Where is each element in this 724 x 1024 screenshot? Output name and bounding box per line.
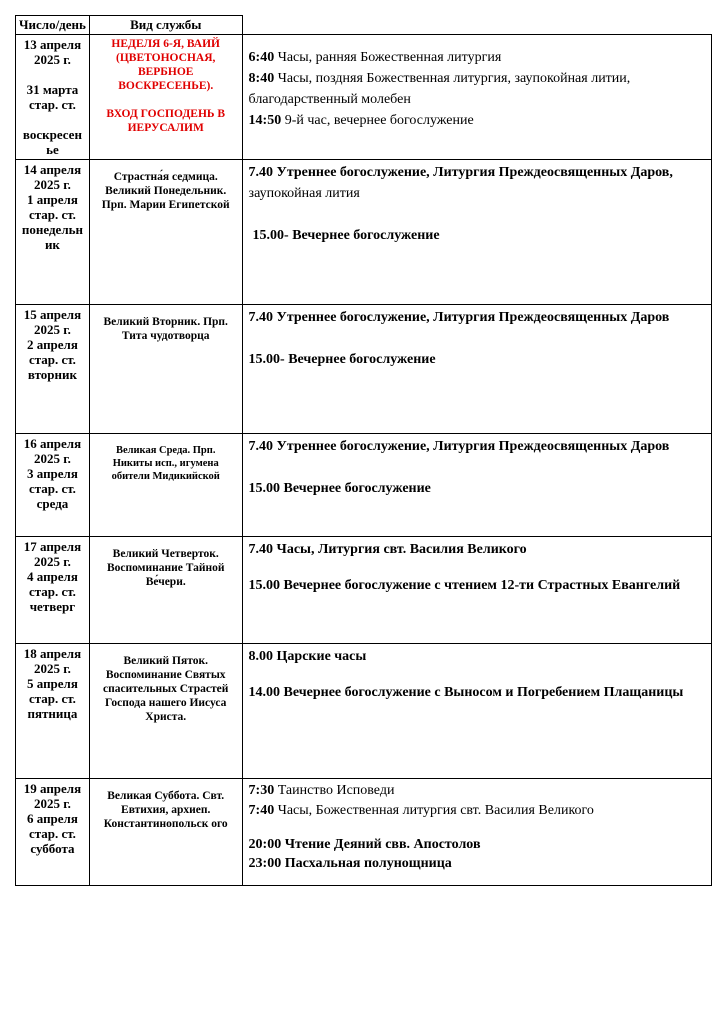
- table-row: [16, 305, 712, 434]
- service-cell: Великая Среда. Прп. Никиты исп., игумена обители Мидикийской: [89, 434, 242, 537]
- table-row: [16, 537, 712, 644]
- service-cell: Великий Пяток. Воспоминание Святых спасительных Страстей Господа нашего Иисуса Христа.: [89, 644, 242, 779]
- service-cell: НЕДЕЛЯ 6-Я, ВАИЙ (ЦВЕТОНОСНАЯ, ВЕРБНОЕ ВОСКРЕСЕНЬЕ). ВХОД ГОСПОДЕНЬ В ИЕРУСАЛИМ: [89, 35, 242, 160]
- service-cell: Великая Суббота. Свт. Евтихия, архиеп. Константинопольск ого: [89, 779, 242, 886]
- date-cell: 13 апреля 2025 г. 31 марта стар. ст. воскресен ье: [16, 35, 90, 160]
- date-cell: 18 апреля 2025 г. 5 апреля стар. ст. пятница: [16, 644, 90, 779]
- schedule-sheet: [15, 15, 712, 886]
- header-service: Вид службы: [89, 16, 242, 35]
- schedule-cell: 7.40 Утреннее богослужение, Литургия Преждеосвященных Даров 15.00- Вечернее богослужение: [242, 305, 711, 434]
- schedule-cell: 7:30 Таинство Исповеди 7:40 Часы, Божественная литургия свт. Василия Великого 20:00 Чтение Деяний свв. Апостолов 23:00 Пасхальная полунощница: [242, 779, 711, 886]
- date-cell: 17 апреля 2025 г. 4 апреля стар. ст. четверг: [16, 537, 90, 644]
- table-row: [16, 434, 712, 537]
- schedule-cell: 6:40 Часы, ранняя Божественная литургия 8:40 Часы, поздняя Божественная литургия, заупокойная литии, благодарственный молебен 14:50 9-й час, вечернее богослужение: [242, 35, 711, 160]
- schedule-cell: 7.40 Утреннее богослужение, Литургия Преждеосвященных Даров, заупокойная лития 15.00- Вечернее богослужение: [242, 160, 711, 305]
- table-row: [16, 160, 712, 305]
- date-cell: 16 апреля 2025 г. 3 апреля стар. ст. среда: [16, 434, 90, 537]
- date-cell: 19 апреля 2025 г. 6 апреля стар. ст. суббота: [16, 779, 90, 886]
- service-cell: Великий Четверток. Воспоминание Тайной Ве́чери.: [89, 537, 242, 644]
- header-blank: [242, 16, 711, 35]
- header-row: [16, 16, 712, 35]
- service-cell: Великий Вторник. Прп. Тита чудотворца: [89, 305, 242, 434]
- table-row: [16, 644, 712, 779]
- schedule-cell: 8.00 Царские часы 14.00 Вечернее богослужение с Выносом и Погребением Плащаницы: [242, 644, 711, 779]
- schedule-cell: 7.40 Часы, Литургия свт. Василия Великого 15.00 Вечернее богослужение с чтением 12-ти Страстных Евангелий: [242, 537, 711, 644]
- service-cell: Страстна́я седмица. Великий Понедельник. Прп. Марии Египетской: [89, 160, 242, 305]
- table-row: [16, 35, 712, 160]
- schedule-table: [15, 15, 712, 886]
- schedule-cell: 7.40 Утреннее богослужение, Литургия Преждеосвященных Даров 15.00 Вечернее богослужение: [242, 434, 711, 537]
- date-cell: 15 апреля 2025 г. 2 апреля стар. ст. вторник: [16, 305, 90, 434]
- table-row: [16, 779, 712, 886]
- header-date: Число/день: [16, 16, 90, 35]
- date-cell: 14 апреля 2025 г. 1 апреля стар. ст. понедельн ик: [16, 160, 90, 305]
